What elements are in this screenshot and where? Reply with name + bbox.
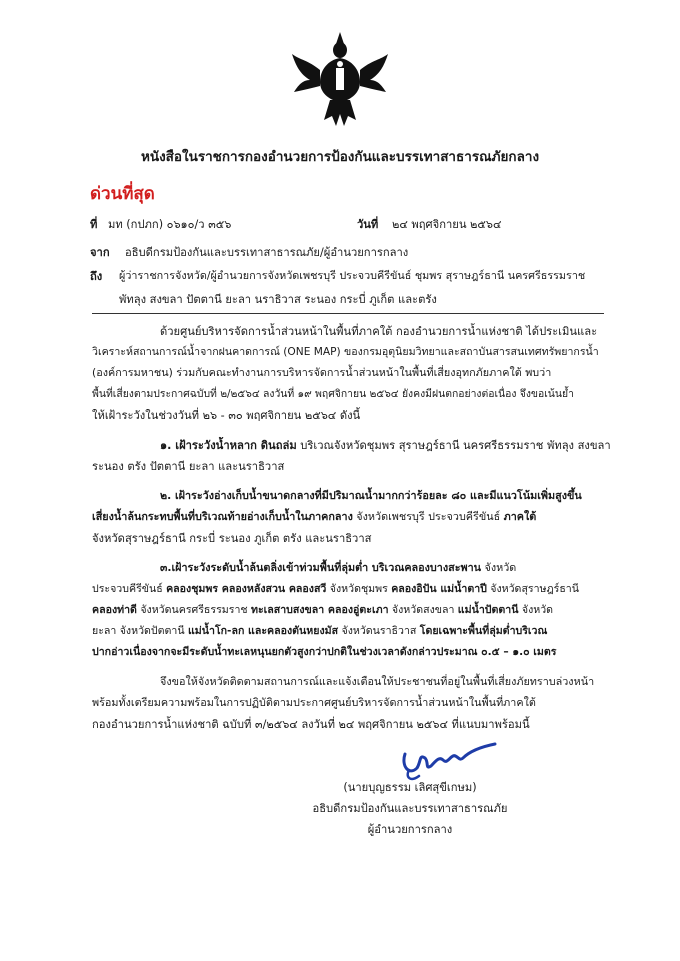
item-3-l2-c: จังหวัดชุมพร [329, 583, 388, 595]
date-label: วันที่ [357, 218, 379, 231]
from-label: จาก [90, 246, 110, 259]
item-3-l3-f: จังหวัด [521, 604, 554, 616]
item-3-l1-province: จังหวัด [484, 561, 517, 574]
item-2-region: ภาคใต้ [503, 510, 537, 523]
intro-line-4: พื้นที่เสี่ยงตามประกาศฉบับที่ ๒/๒๕๖๔ ลงวันที่ ๑๙ พฤศจิกายน ๒๕๖๔ ยังคงมีฝนตกอย่างต่อเนื่อง จึงขอเน้นย้ำ [92, 388, 574, 400]
item-3-line-2 [92, 580, 579, 597]
item-3-line-4 [92, 622, 547, 639]
header-divider [92, 313, 604, 314]
item-3-l4-d: โดยเฉพาะพื้นที่ลุ่มต่ำบริเวณ [419, 625, 548, 637]
signer-title-2: ผู้อำนวยการกลาง [367, 823, 453, 836]
from-value: อธิบดีกรมป้องกันและบรรเทาสาธารณภัย/ผู้อำนวยการกลาง [125, 246, 409, 259]
item-3-l2-d: คลองอิปัน แม่น้ำตาปี [391, 583, 487, 595]
item-3-l3-c: ทะเลสาบสงขลา คลองอู่ตะเภา [250, 604, 389, 616]
item-2-line-2 [92, 508, 536, 525]
intro-line-2: วิเคราะห์สถานการณ์น้ำจากฝนคาดการณ์ (ONE MAP) ของกรมอุตุนิยมวิทยาและสถาบันสารสนเทศทรัพยากรน้ำ [92, 346, 599, 358]
item-3-line-5: ปากอ่าวเนื่องจากจะมีระดับน้ำทะเลหนุนยกตัวสูงกว่าปกติในช่วงเวลาดังกล่าวประมาณ ๐.๕ – ๑.๐ เมตร [92, 646, 557, 658]
item-3-line-3 [92, 601, 553, 618]
item-3-l2-b: คลองชุมพร คลองหลังสวน คลองสวี [166, 583, 327, 595]
to-line-2: พัทลุง สงขลา ปัตตานี ยะลา นราธิวาส ระนอง กระบี่ ภูเก็ต และตรัง [119, 293, 437, 306]
document-heading: หนังสือในราชการกองอำนวยการป้องกันและบรรเทาสาธารณภัยกลาง [140, 149, 540, 165]
item-3-l4-a: ยะลา จังหวัดปัตตานี [92, 625, 185, 637]
item-3-l2-a: ประจวบคีรีขันธ์ [92, 583, 163, 595]
date-value: ๒๔ พฤศจิกายน ๒๕๖๔ [392, 218, 502, 231]
to-line-1: ผู้ว่าราชการจังหวัด/ผู้อำนวยการจังหวัดเพชรบุรี ประจวบคีรีขันธ์ ชุมพร สุราษฎร์ธานี นครศรีธรรมราช [119, 269, 586, 282]
item-3-l3-b: จังหวัดนครศรีธรรมราช [140, 604, 248, 616]
closing-line-3: กองอำนวยการน้ำแห่งชาติ ฉบับที่ ๓/๒๕๖๔ ลงวันที่ ๒๔ พฤศจิกายน ๒๕๖๔ ที่แนบมาพร้อมนี้ [92, 718, 530, 731]
item-1-line-1 [160, 436, 611, 454]
ref-label: ที่ [90, 218, 98, 231]
item-3-l4-c: จังหวัดนราธิวาส [341, 625, 417, 637]
item-3-l3-d: จังหวัดสงขลา [391, 604, 455, 616]
ref-number: มท (กปภก) ๐๖๑๐/ว ๓๕๖ [108, 218, 232, 231]
urgency-stamp: ด่วนที่สุด [90, 184, 155, 204]
item-1-line-2: ระนอง ตรัง ปัตตานี ยะลา และนราธิวาส [92, 460, 285, 473]
closing-line-1: จึงขอให้จังหวัดติดตามสถานการณ์และแจ้งเตือนให้ประชาชนที่อยู่ในพื้นที่เสี่ยงภัยทราบล่วงหน้า [160, 675, 595, 688]
item-2-line-1: ๒. เฝ้าระวังอ่างเก็บน้ำขนาดกลางที่มีปริมาณน้ำมากกว่าร้อยละ ๘๐ และมีแนวโน้มเพิ่มสูงขึ้น [160, 489, 582, 502]
item-2-bold-text: เสี่ยงน้ำล้นกระทบพื้นที่บริเวณท้ายอ่างเก็บน้ำในภาคกลาง [92, 510, 353, 523]
item-2-provinces: จังหวัดเพชรบุรี ประจวบคีรีขันธ์ [356, 510, 501, 523]
intro-line-5: ให้เฝ้าระวังในช่วงวันที่ ๒๖ - ๓๐ พฤศจิกายน ๒๕๖๔ ดังนี้ [92, 409, 361, 422]
item-3-l4-b: แม่น้ำโก-ลก และคลองตันหยงมัส [187, 625, 339, 637]
item-3-l2-e: จังหวัดสุราษฎร์ธานี [490, 583, 579, 595]
item-3-l3-e: แม่น้ำปัตตานี [457, 604, 519, 616]
signer-name: (นายบุญธรรม เลิศสุขีเกษม) [343, 781, 477, 794]
item-3-l3-a: คลองท่าดี [92, 604, 137, 616]
signer-title-1: อธิบดีกรมป้องกันและบรรเทาสาธารณภัย [312, 802, 508, 815]
garuda-emblem [290, 30, 390, 130]
item-3-line-1 [160, 559, 516, 576]
item-2-line-3: จังหวัดสุราษฎร์ธานี กระบี่ ระนอง ภูเก็ต ตรัง และนราธิวาส [92, 532, 372, 545]
to-label: ถึง [90, 270, 103, 283]
item-1-text: บริเวณจังหวัดชุมพร สุราษฎร์ธานี นครศรีธรรมราช พัทลุง สงขลา [300, 439, 611, 452]
intro-line-1: ด้วยศูนย์บริหารจัดการน้ำส่วนหน้าในพื้นที่ภาคใต้ กองอำนวยการน้ำแห่งชาติ ได้ประเมินและ [160, 325, 598, 338]
item-3-heading: ๓.เฝ้าระวังระดับน้ำล้นตลิ่งเข้าท่วมพื้นที่ลุ่มต่ำ บริเวณคลองบางสะพาน [160, 561, 482, 574]
intro-line-3: (องค์การมหาชน) ร่วมกับคณะทำงานการบริหารจัดการน้ำส่วนหน้าในพื้นที่เสี่ยงอุทกภัยภาคใต้ พบว่า [92, 366, 552, 379]
closing-line-2: พร้อมทั้งเตรียมความพร้อมในการปฏิบัติตามประกาศศูนย์บริหารจัดการน้ำส่วนหน้าในพื้นที่ภาคใต้ [92, 696, 536, 709]
item-1-heading: ๑. เฝ้าระวังน้ำหลาก ดินถล่ม [160, 439, 297, 452]
